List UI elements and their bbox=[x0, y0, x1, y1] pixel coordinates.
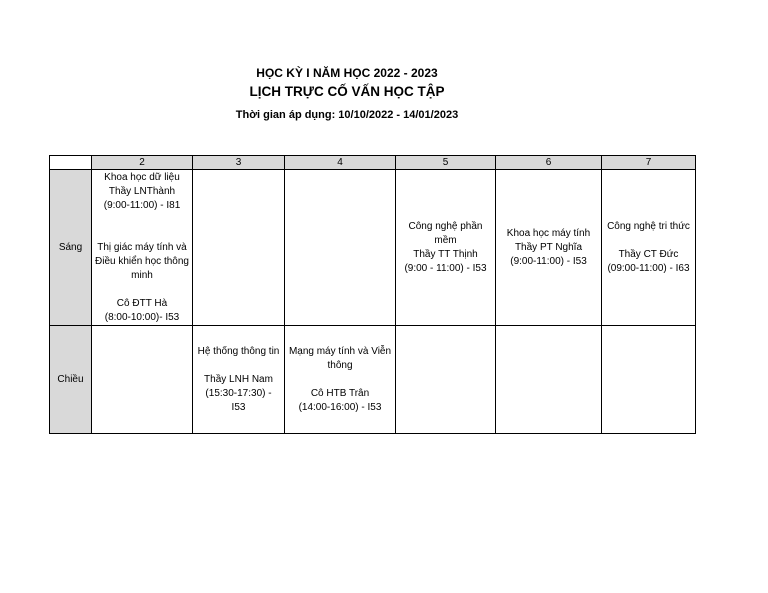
schedule-cell bbox=[602, 326, 696, 434]
effective-period: Thời gian áp dụng: 10/10/2022 - 14/01/2023 bbox=[235, 109, 459, 121]
cell-text-line: Thầy LNThành bbox=[108, 185, 176, 197]
cell-text-line: (09:00-11:00) - I63 bbox=[607, 262, 690, 274]
advisor-schedule-table bbox=[49, 155, 696, 434]
cell-text-line: mềm bbox=[434, 234, 457, 246]
session-label: Chiều bbox=[50, 326, 92, 434]
cell-text-line: Công nghệ phần bbox=[408, 220, 483, 232]
cell-text-line: (9:00-11:00) - I81 bbox=[103, 199, 181, 211]
cell-spacer bbox=[195, 359, 282, 373]
cell-text-line: thông bbox=[327, 359, 353, 371]
cell-text-line: Công nghệ tri thức bbox=[607, 220, 690, 232]
semester-title: HỌC KỲ I NĂM HỌC 2022 - 2023 bbox=[256, 66, 438, 80]
cell-text-line: Thầy PT Nghĩa bbox=[514, 241, 583, 253]
schedule-cell bbox=[496, 170, 602, 326]
day-header: 5 bbox=[396, 156, 496, 170]
schedule-cell bbox=[285, 326, 396, 434]
schedule-cell bbox=[496, 326, 602, 434]
schedule-cell bbox=[396, 326, 496, 434]
cell-text-line: (15:30-17:30) - bbox=[205, 387, 272, 399]
day-header: 6 bbox=[496, 156, 602, 170]
cell-text-line: Thầy CT Đức bbox=[618, 248, 679, 260]
schedule-cell bbox=[193, 326, 285, 434]
corner-cell bbox=[50, 156, 92, 170]
cell-text-line: Thầy TT Thịnh bbox=[413, 248, 478, 260]
session-row-afternoon bbox=[50, 326, 696, 434]
cell-text-line: Thầy LNH Nam bbox=[204, 373, 273, 385]
cell-text-line: (14:00-16:00) - I53 bbox=[298, 401, 382, 413]
cell-text-line: Khoa học máy tính bbox=[506, 227, 591, 239]
cell-text-line: Khoa học dữ liệu bbox=[104, 171, 180, 183]
schedule-cell bbox=[396, 170, 496, 326]
day-header: 2 bbox=[92, 156, 193, 170]
session-row-morning bbox=[50, 170, 696, 326]
cell-spacer bbox=[94, 283, 190, 297]
cell-text-line: Cô HTB Trân bbox=[310, 387, 370, 399]
cell-text-line: I53 bbox=[231, 401, 246, 413]
cell-spacer bbox=[94, 227, 190, 241]
cell-text-line: Thị giác máy tính và bbox=[97, 241, 187, 253]
day-header: 4 bbox=[285, 156, 396, 170]
cell-spacer bbox=[604, 234, 693, 248]
schedule-cell bbox=[602, 170, 696, 326]
cell-text-line: (9:00 - 11:00) - I53 bbox=[404, 262, 487, 274]
cell-text-line: (8:00-10:00)- I53 bbox=[104, 311, 180, 323]
cell-text-line: Cô ĐTT Hà bbox=[116, 297, 168, 309]
schedule-cell bbox=[193, 170, 285, 326]
schedule-cell bbox=[92, 170, 193, 326]
cell-spacer bbox=[287, 373, 393, 387]
cell-text-line: Điều khiển học thông bbox=[95, 255, 189, 267]
cell-text-line: Mạng máy tính và Viễn bbox=[288, 345, 392, 357]
header-row bbox=[50, 156, 696, 170]
session-label: Sáng bbox=[50, 170, 92, 326]
cell-text-line: (9:00-11:00) - I53 bbox=[510, 255, 587, 267]
day-header: 3 bbox=[193, 156, 285, 170]
schedule-title: LỊCH TRỰC CỐ VẤN HỌC TẬP bbox=[249, 84, 445, 99]
cell-text-line: Hệ thống thông tin bbox=[197, 345, 280, 357]
schedule-cell bbox=[92, 326, 193, 434]
cell-spacer bbox=[94, 213, 190, 227]
schedule-cell bbox=[285, 170, 396, 326]
day-header: 7 bbox=[602, 156, 696, 170]
cell-text-line: minh bbox=[131, 269, 153, 281]
